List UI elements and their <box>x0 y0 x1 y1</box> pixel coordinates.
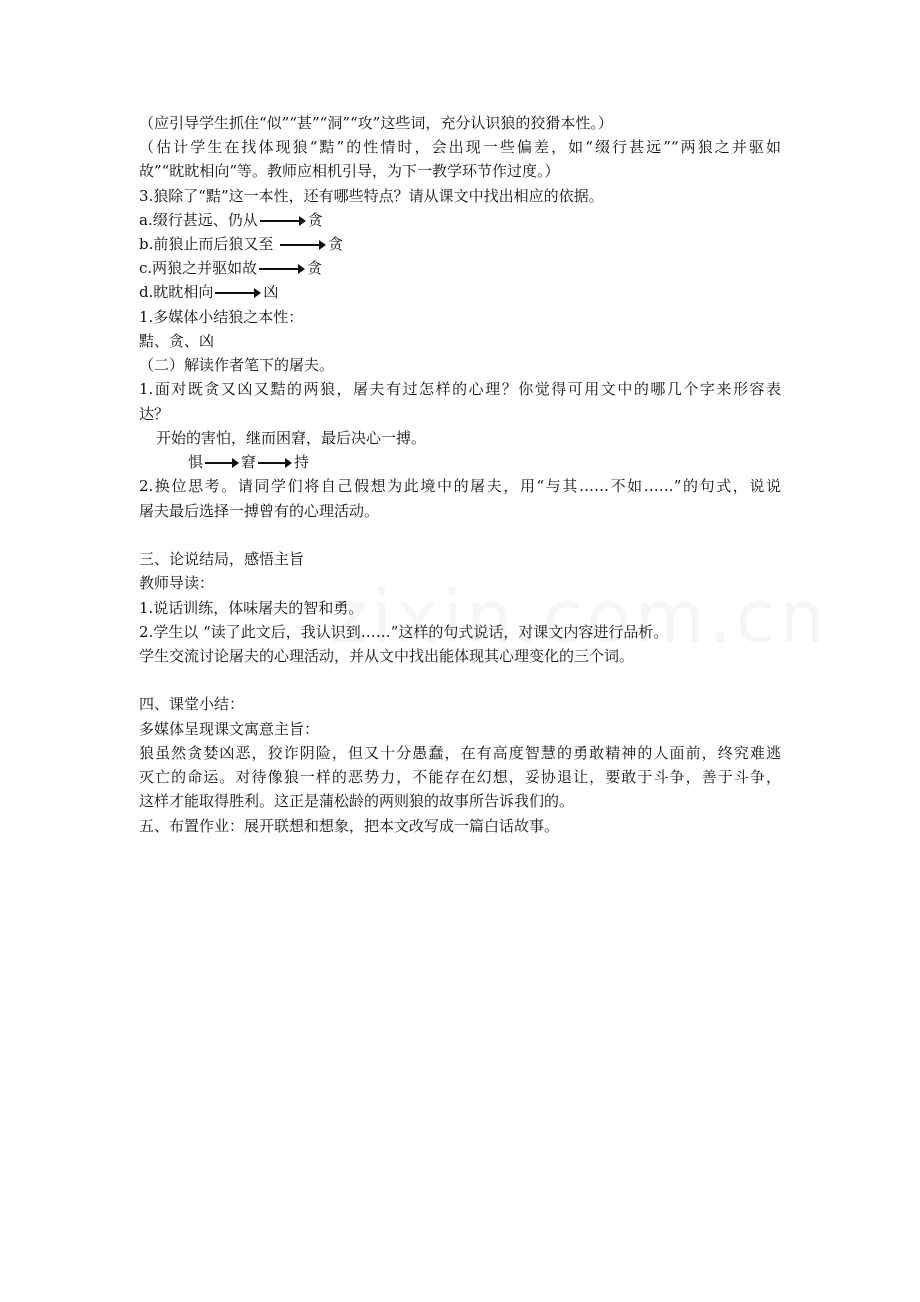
section-5-homework: 五、布置作业：展开联想和想象，把本文改写成一篇白话故事。 <box>139 817 560 835</box>
butcher-answer: 开始的害怕，继而困窘，最后决心一搏。 <box>156 429 427 447</box>
right-arrow-icon <box>258 452 292 472</box>
multimedia-theme: 多媒体呈现课文寓意主旨： <box>139 720 320 738</box>
speaking-practice: 1.说话训练，体味屠夫的智和勇。 <box>139 599 364 617</box>
evidence-a-text: a.缀行甚远、仍从 <box>139 211 258 229</box>
theme-line-3: 这样才能取得胜利。这正是蒲松龄的两则狼的故事所告诉我们的。 <box>139 792 575 810</box>
emotion-fear: 惧 <box>188 453 204 471</box>
evidence-c-text: c.两狼之并驱如故 <box>139 259 258 277</box>
butcher-question-2: 2.换位思考。请同学们将自己假想为此境中的屠夫，用“与其……不如……”的句式，说说 <box>139 477 781 495</box>
evidence-a-trait: 贪 <box>307 211 323 229</box>
note-line-1: （应引导学生抓住“似”“甚”“洞”“攻”这些词，充分认识狼的狡猾本性。） <box>139 114 613 132</box>
evidence-b-trait: 贪 <box>328 235 344 253</box>
summary-traits: 黠、贪、凶 <box>139 332 215 350</box>
evidence-b-text: b.前狼止而后狼又至 <box>139 235 279 253</box>
evidence-d-text: d.眈眈相向 <box>139 283 214 301</box>
emotion-chain <box>188 452 309 472</box>
right-arrow-icon <box>259 258 305 278</box>
student-discussion: 学生交流讨论屠夫的心理活动，并从文中找出能体现其心理变化的三个词。 <box>139 647 635 665</box>
emotion-hold: 持 <box>294 453 310 471</box>
section-3-heading: 三、论说结局，感悟主旨 <box>139 550 305 568</box>
note-line-3: 故”“眈眈相向”等。教师应相机引导，为下一教学环节作过度。） <box>139 162 560 180</box>
theme-line-2: 灭亡的命运。对待像狼一样的恶势力，不能存在幻想，妥协退让，要敢于斗争，善于斗争， <box>139 768 781 786</box>
section-4-heading: 四、课堂小结： <box>139 695 245 713</box>
evidence-c-trait: 贪 <box>307 259 323 277</box>
right-arrow-icon <box>205 452 239 472</box>
evidence-d <box>139 282 278 302</box>
right-arrow-icon <box>215 282 261 302</box>
evidence-b <box>139 234 343 254</box>
butcher-question-1: 1.面对既贪又凶又黠的两狼，屠夫有过怎样的心理？你觉得可用文中的哪几个字来形容表 <box>139 380 781 398</box>
butcher-question-1-cont: 达？ <box>139 405 170 423</box>
emotion-distress: 窘 <box>241 453 257 471</box>
section-2-heading: （二）解读作者笔下的屠夫。 <box>139 356 335 374</box>
student-speaking: 2.学生以 “读了此文后，我认识到……”这样的句式说话，对课文内容进行品析。 <box>139 623 669 641</box>
right-arrow-icon <box>260 210 306 230</box>
theme-line-1: 狼虽然贪婪凶恶，狡诈阴险，但又十分愚蠢，在有高度智慧的勇敢精神的人面前，终究难逃 <box>139 744 781 762</box>
question-3: 3.狼除了“黠”这一本性，还有哪些特点？请从课文中找出相应的依据。 <box>139 187 604 205</box>
teacher-guide: 教师导读： <box>139 574 215 592</box>
evidence-c <box>139 258 322 278</box>
summary-heading: 1.多媒体小结狼之本性： <box>139 308 304 326</box>
note-line-2: （估计学生在找体现狼“黠”的性情时，会出现一些偏差，如“缀行甚远”“两狼之并驱如 <box>139 138 781 156</box>
evidence-d-trait: 凶 <box>263 283 279 301</box>
butcher-question-2-cont: 屠夫最后选择一搏曾有的心理活动。 <box>139 502 380 520</box>
evidence-a <box>139 210 323 230</box>
right-arrow-icon <box>280 234 326 254</box>
